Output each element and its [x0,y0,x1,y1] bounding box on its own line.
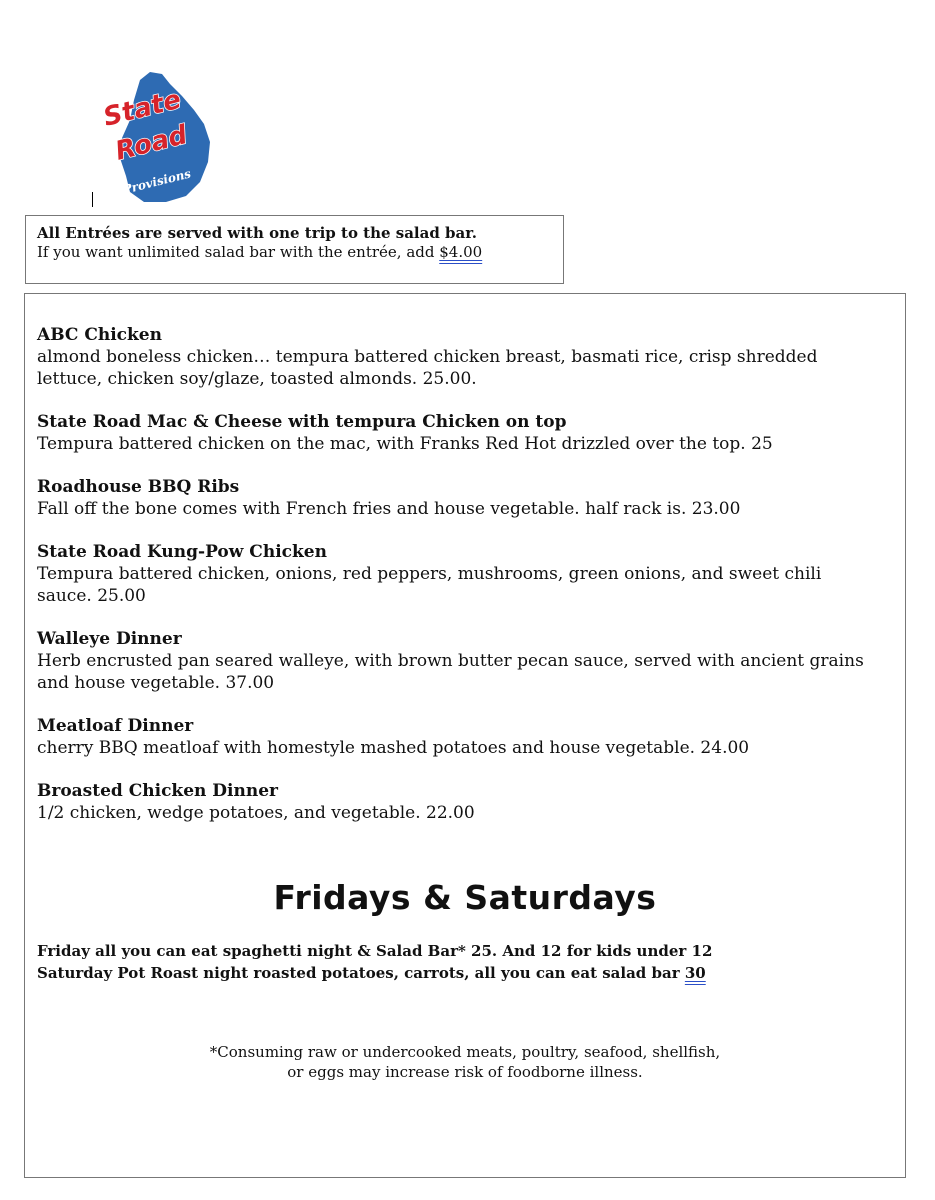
specials-heading: Fridays & Saturdays [273,878,657,917]
menu-item [37,541,877,607]
menu-item-desc: Herb encrusted pan seared walleye, with brown butter pecan sauce, served with ancient grains and house vegetable. 37.00 [37,651,864,693]
menu-item-name: Broasted Chicken Dinner [37,781,278,801]
logo-text-road: Road [112,120,191,167]
menu-item-desc: almond boneless chicken… tempura battered chicken breast, basmati rice, crisp shredded lettuce, chicken soy/glaze, toasted almonds. 25.00. [37,347,818,389]
menu-item-name: State Road Mac & Cheese with tempura Chicken on top [37,412,567,432]
specials-list [37,940,887,984]
menu-panel [24,293,906,1178]
menu-item-desc: Fall off the bone comes with French fries and house vegetable. half rack is. 23.00 [37,499,741,519]
menu-items [37,324,877,845]
saturday-price: 30 [684,964,706,982]
unlimited-salad-price: $4.00 [439,243,483,261]
notice-line-2 [37,243,552,262]
menu-item [37,324,877,390]
menu-item-desc: Tempura battered chicken, onions, red peppers, mushrooms, green onions, and sweet chili sauce. 25.00 [37,564,822,606]
salad-bar-notice [25,215,564,284]
logo-text-state: State [100,84,185,133]
menu-item-name: Roadhouse BBQ Ribs [37,477,240,497]
menu-item [37,411,877,455]
menu-item-name: Meatloaf Dinner [37,716,194,736]
menu-item [37,715,877,759]
menu-item-name: Walleye Dinner [37,629,182,649]
food-safety-disclaimer [25,1042,905,1082]
menu-item [37,780,877,824]
disclaimer-line-2: or eggs may increase risk of foodborne illness. [287,1063,643,1081]
logo-text-provisions: Provisions [121,166,193,197]
state-road-provisions-logo [96,66,220,208]
friday-special: Friday all you can eat spaghetti night & Salad Bar* 25. And 12 for kids under 12 [37,942,713,960]
saturday-special [37,962,887,984]
menu-item [37,628,877,694]
notice-line-2-text: If you want unlimited salad bar with the entrée, add [37,243,440,261]
menu-item-desc: Tempura battered chicken on the mac, with Franks Red Hot drizzled over the top. 25 [37,434,773,454]
menu-item-name: ABC Chicken [37,325,162,345]
saturday-special-text: Saturday Pot Roast night roasted potatoes, carrots, all you can eat salad bar [37,964,685,982]
menu-item-desc: cherry BBQ meatloaf with homestyle mashed potatoes and house vegetable. 24.00 [37,738,750,758]
text-cursor [92,192,93,207]
menu-item-name: State Road Kung-Pow Chicken [37,542,327,562]
notice-line-1: All Entrées are served with one trip to the salad bar. [37,224,478,242]
menu-item [37,476,877,520]
menu-item-desc: 1/2 chicken, wedge potatoes, and vegetable. 22.00 [37,803,475,823]
disclaimer-line-1: *Consuming raw or undercooked meats, poultry, seafood, shellfish, [209,1043,721,1061]
